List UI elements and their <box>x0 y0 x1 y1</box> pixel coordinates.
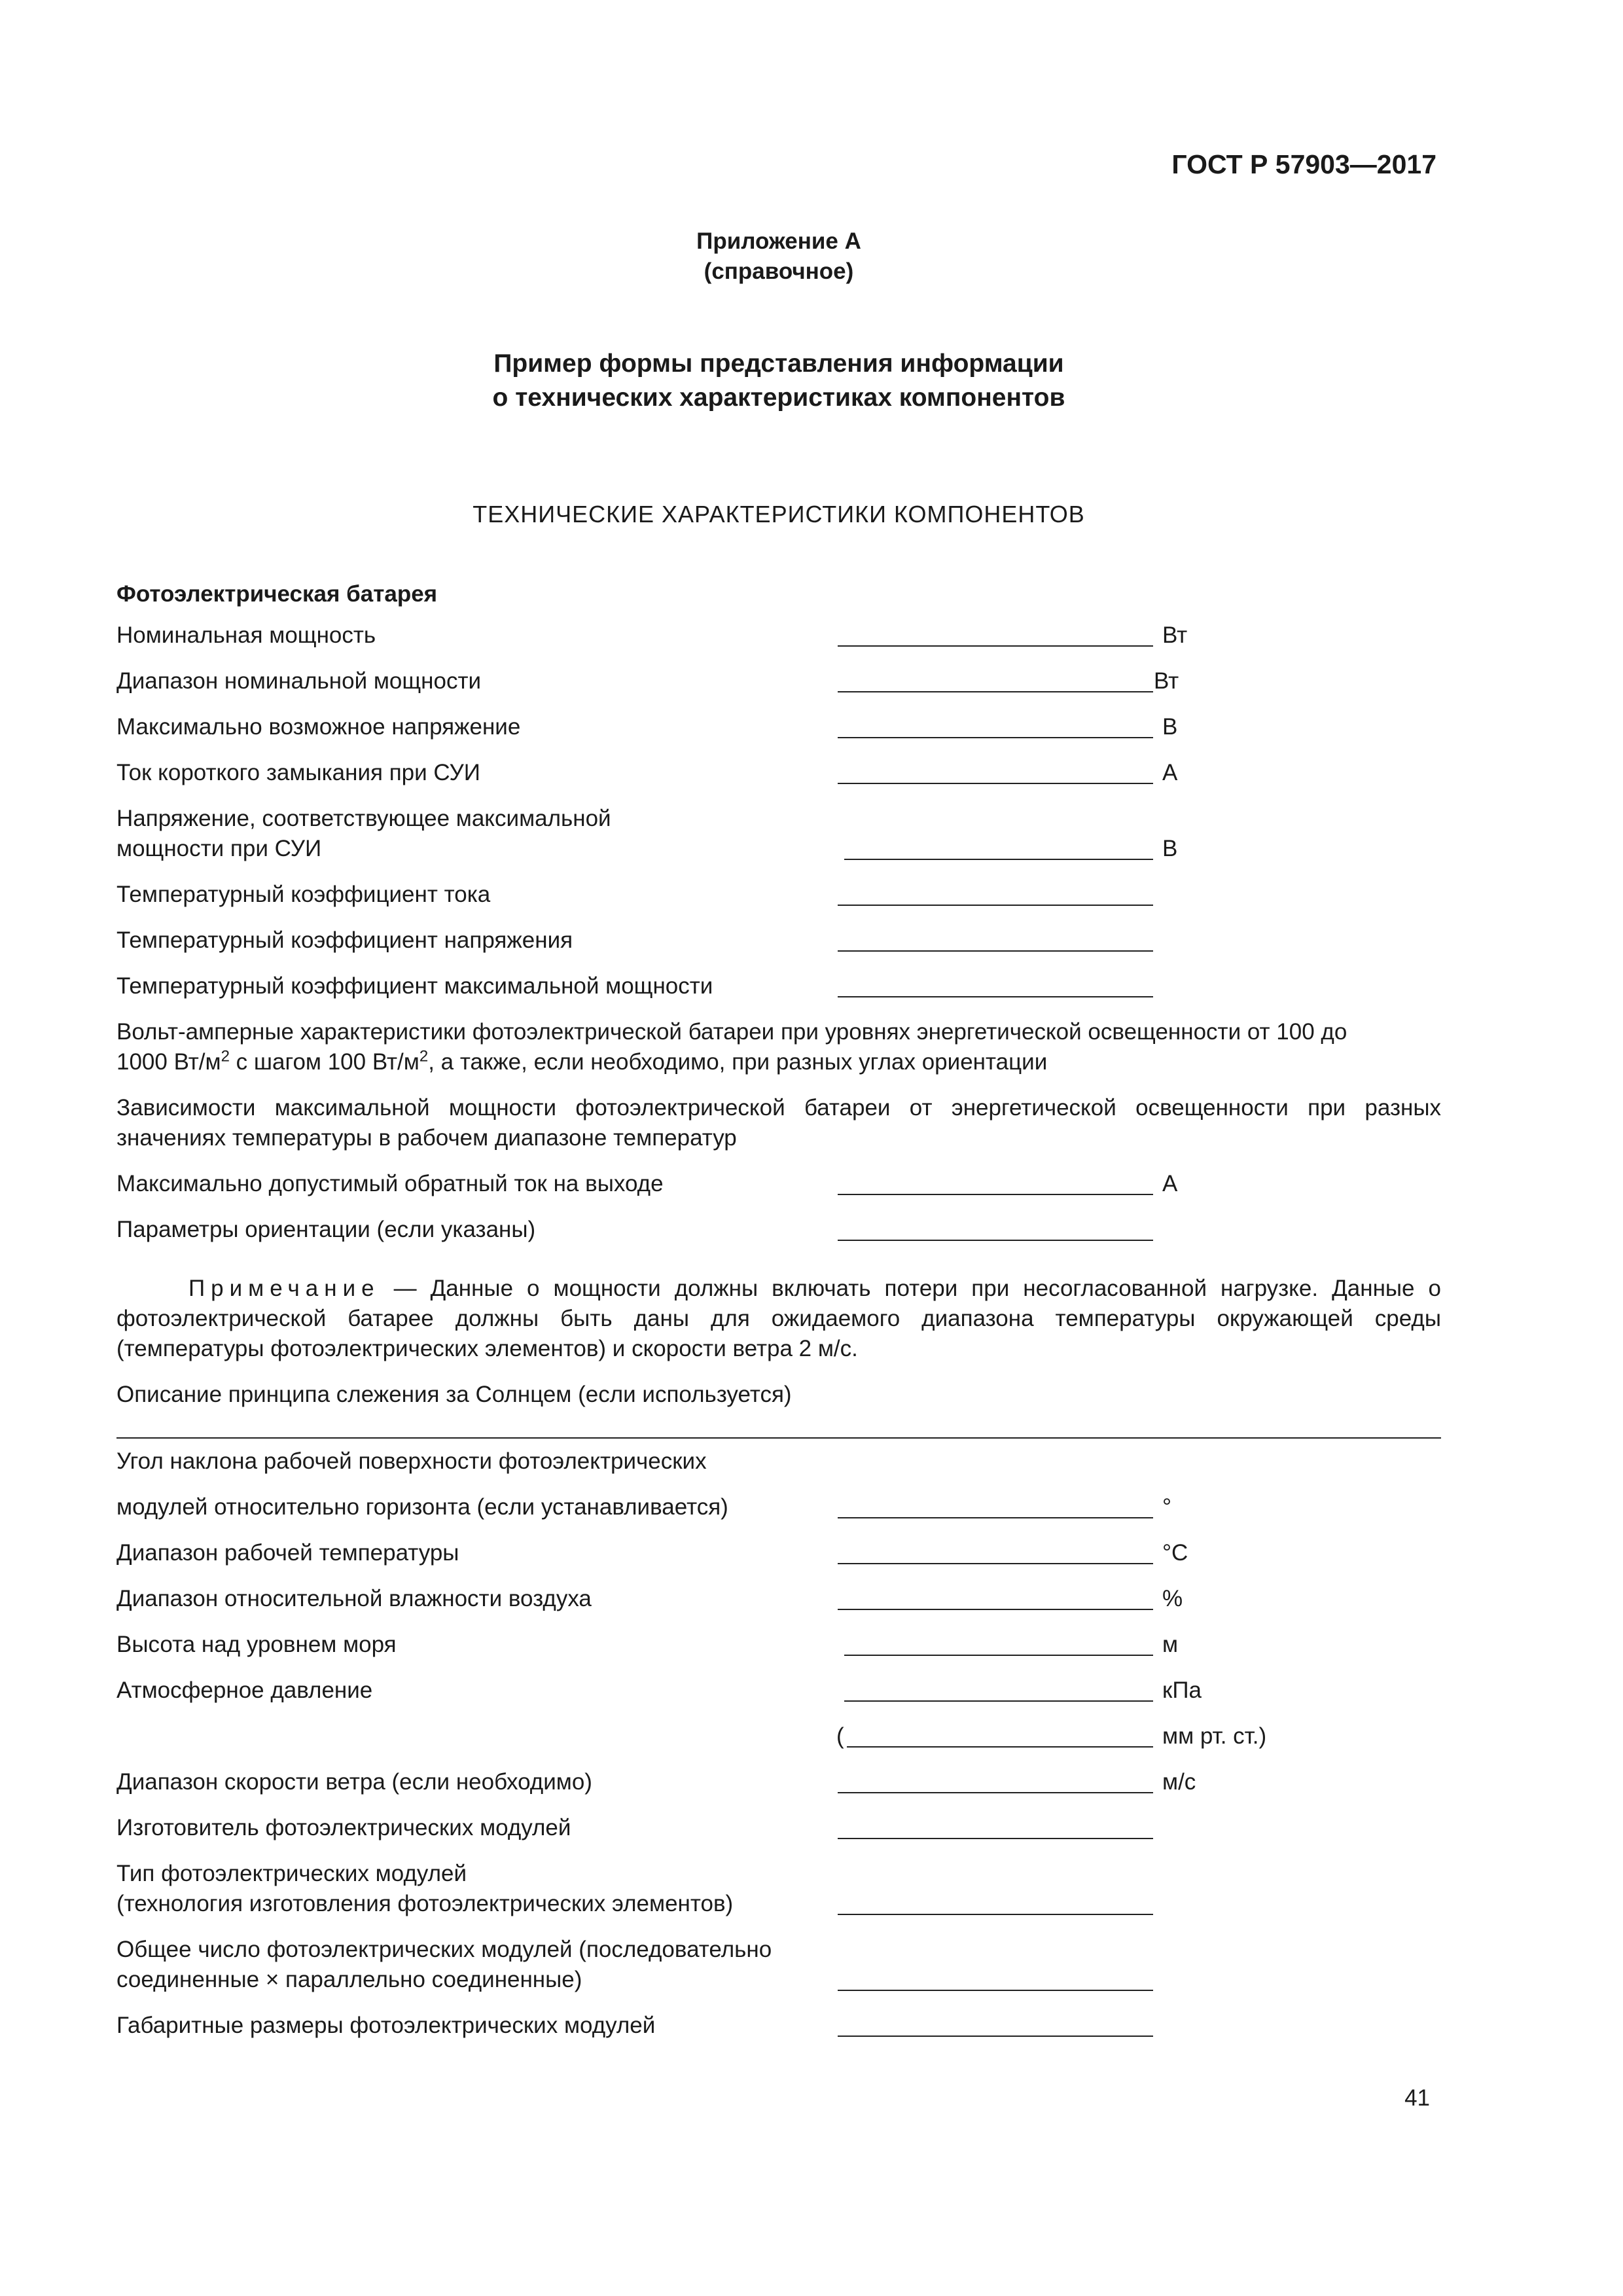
characteristics-form <box>116 575 1441 2056</box>
max-voltage-input-line[interactable] <box>838 737 1153 738</box>
field-label: Атмосферное давление <box>116 1677 373 1703</box>
field-label-line-2: мощности при СУИ <box>116 836 322 861</box>
field-label: Номинальная мощность <box>116 622 376 648</box>
field-pressure-mmhg <box>116 1721 1441 1767</box>
field-label: Максимально возможное напряжение <box>116 714 521 740</box>
field-nominal-power-range <box>116 666 1441 712</box>
open-paren: ( <box>836 1723 844 1749</box>
field-unit: °C <box>1162 1540 1188 1566</box>
field-module-manufacturer <box>116 1813 1441 1859</box>
orientation-params-input-line[interactable] <box>838 1240 1153 1241</box>
paragraph-text: с шагом 100 Вт/м <box>229 1049 419 1075</box>
operating-temperature-input-line[interactable] <box>838 1563 1153 1564</box>
temp-coeff-voltage-input-line[interactable] <box>838 950 1153 952</box>
module-type-input-line[interactable] <box>838 1914 1153 1915</box>
field-label: Параметры ориентации (если указаны) <box>116 1217 536 1242</box>
superscript: 2 <box>419 1047 429 1066</box>
annex-title: Приложение А <box>696 228 861 254</box>
wind-speed-input-line[interactable] <box>838 1792 1153 1793</box>
paragraph-text: , а также, если необходимо, при разных углах ориентации <box>428 1049 1048 1075</box>
field-label-line-1: Напряжение, соответствующее максимальной <box>116 806 611 831</box>
field-unit: м <box>1162 1632 1179 1657</box>
field-temp-coeff-current <box>116 880 1441 925</box>
subsection-title: Фотоэлектрическая батарея <box>116 581 438 607</box>
tilt-angle-input-line[interactable] <box>838 1517 1153 1518</box>
field-max-voltage <box>116 712 1441 758</box>
field-label: Высота над уровнем моря <box>116 1632 397 1657</box>
section-title: ТЕХНИЧЕСКИЕ ХАРАКТЕРИСТИКИ КОМПОНЕНТОВ <box>473 501 1085 528</box>
tracking-description-input-line[interactable] <box>116 1437 1441 1439</box>
field-unit: ° <box>1162 1494 1171 1520</box>
field-orientation-params <box>116 1215 1441 1261</box>
field-label-line-2: модулей относительно горизонта (если устанавливается) <box>116 1494 728 1520</box>
field-max-reverse-current <box>116 1169 1441 1215</box>
field-unit: м/с <box>1162 1769 1196 1795</box>
short-circuit-current-input-line[interactable] <box>838 783 1153 784</box>
field-humidity-range <box>116 1584 1441 1630</box>
field-label <box>116 1859 823 1919</box>
field-tilt-angle <box>116 1446 1441 1522</box>
field-label: Диапазон рабочей температуры <box>116 1540 459 1566</box>
field-label-line-1: Общее число фотоэлектрических модулей (последовательно <box>116 1937 772 1962</box>
field-unit: мм рт. ст.) <box>1162 1723 1267 1749</box>
pressure-mmhg-input-line[interactable] <box>847 1746 1153 1748</box>
field-module-count <box>116 1935 1441 2011</box>
field-operating-temperature <box>116 1538 1441 1584</box>
field-unit: Вт <box>1162 622 1188 648</box>
superscript: 2 <box>221 1047 230 1066</box>
field-label: Диапазон номинальной мощности <box>116 668 482 694</box>
field-unit: В <box>1162 714 1178 740</box>
field-wind-speed <box>116 1767 1441 1813</box>
iv-characteristics-paragraph <box>116 1017 1441 1077</box>
field-temp-coeff-power <box>116 971 1441 1017</box>
field-unit: % <box>1162 1586 1183 1611</box>
field-unit: В <box>1162 836 1178 861</box>
field-nominal-power <box>116 620 1441 666</box>
field-label <box>116 1935 823 1995</box>
field-label: Температурный коэффициент максимальной мощности <box>116 973 713 999</box>
module-count-input-line[interactable] <box>838 1990 1153 1991</box>
annex-heading <box>0 347 1558 415</box>
paragraph-text: 1000 Вт/м <box>116 1049 221 1075</box>
field-temp-coeff-voltage <box>116 925 1441 971</box>
field-label: Габаритные размеры фотоэлектрических модулей <box>116 2013 656 2038</box>
field-atmospheric-pressure <box>116 1676 1441 1721</box>
field-label-line-1: Угол наклона рабочей поверхности фотоэлектрических <box>116 1448 707 1474</box>
field-short-circuit-current <box>116 758 1441 804</box>
note-text: — Данные о мощности должны включать потери при несогласованной нагрузке. Данные о фотоэлектрической батарее должны быть даны для ожидаемого диапазона температуры окружающей среды (температуры фотоэлектрических элементов) и скорости ветра 2 м/с. <box>116 1276 1441 1361</box>
nominal-power-input-line[interactable] <box>838 645 1153 647</box>
field-label: Изготовитель фотоэлектрических модулей <box>116 1815 571 1840</box>
annex-type: (справочное) <box>704 259 854 284</box>
temp-coeff-power-input-line[interactable] <box>838 996 1153 997</box>
paragraph-text: Вольт-амперные характеристики фотоэлектрической батареи при уровнях энергетической освещенности от 100 до <box>116 1019 1347 1045</box>
field-unit: А <box>1162 760 1178 785</box>
annex-heading-line-2: о технических характеристиках компонентов <box>492 384 1065 412</box>
field-module-dimensions <box>116 2011 1441 2056</box>
field-label: Температурный коэффициент напряжения <box>116 927 573 953</box>
note-paragraph <box>116 1274 1441 1364</box>
tracking-description-label: Описание принципа слежения за Солнцем (если используется) <box>116 1382 792 1407</box>
annex-title-block <box>0 226 1558 287</box>
max-reverse-current-input-line[interactable] <box>838 1194 1153 1195</box>
field-unit: кПа <box>1162 1677 1202 1703</box>
humidity-range-input-line[interactable] <box>838 1609 1153 1610</box>
mpp-voltage-input-line[interactable] <box>844 859 1153 860</box>
note-label: Примечание <box>188 1276 380 1301</box>
module-dimensions-input-line[interactable] <box>838 2036 1153 2037</box>
field-label-line-2: соединенные × параллельно соединенные) <box>116 1967 582 1992</box>
field-label: Диапазон скорости ветра (если необходимо) <box>116 1769 592 1795</box>
field-module-type <box>116 1859 1441 1935</box>
field-label: Ток короткого замыкания при СУИ <box>116 760 480 785</box>
field-label: Диапазон относительной влажности воздуха <box>116 1586 592 1611</box>
field-unit: А <box>1162 1171 1178 1196</box>
module-manufacturer-input-line[interactable] <box>838 1838 1153 1839</box>
field-unit: Вт <box>1154 668 1179 694</box>
page-number: 41 <box>1404 2085 1430 2111</box>
atmospheric-pressure-input-line[interactable] <box>844 1700 1153 1702</box>
field-mpp-voltage <box>116 804 1441 880</box>
field-label-line-1: Тип фотоэлектрических модулей <box>116 1861 467 1886</box>
document-number: ГОСТ Р 57903—2017 <box>1171 149 1436 179</box>
altitude-input-line[interactable] <box>844 1655 1153 1656</box>
field-label-line-2: (технология изготовления фотоэлектрических элементов) <box>116 1891 734 1916</box>
field-label: Максимально допустимый обратный ток на выходе <box>116 1171 664 1196</box>
field-label <box>116 804 823 864</box>
annex-heading-line-1: Пример формы представления информации <box>493 350 1064 378</box>
field-label <box>116 1446 823 1522</box>
power-dependence-paragraph: Зависимости максимальной мощности фотоэлектрической батареи от энергетической освещенности при разных значениях температуры в рабочем диапазоне температур <box>116 1095 1441 1151</box>
field-altitude <box>116 1630 1441 1676</box>
temp-coeff-current-input-line[interactable] <box>838 905 1153 906</box>
field-label: Температурный коэффициент тока <box>116 882 491 907</box>
nominal-power-range-input-line[interactable] <box>838 691 1153 692</box>
